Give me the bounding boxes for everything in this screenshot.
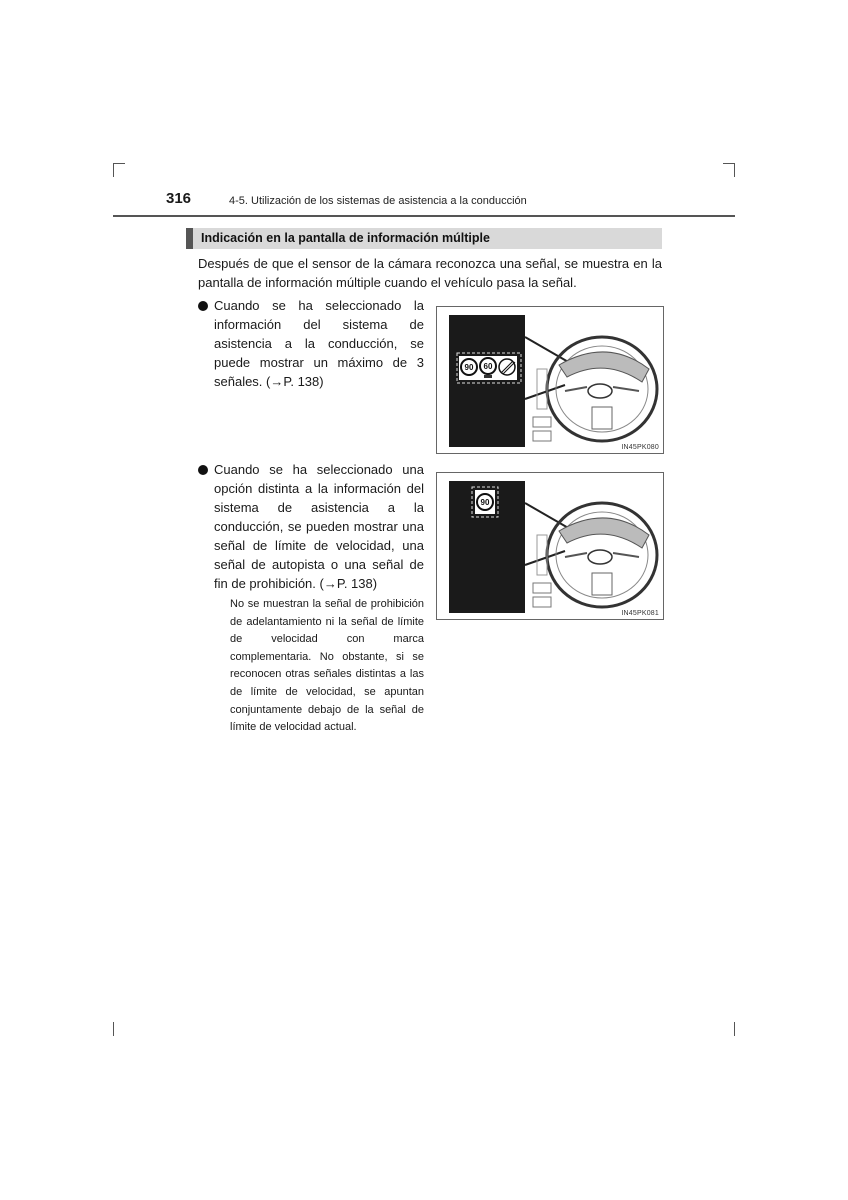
- section-title: Indicación en la pantalla de información múltiple: [201, 231, 490, 245]
- figure-single-sign: [436, 472, 664, 620]
- sign-value-1: 90: [464, 363, 474, 372]
- intro-paragraph: Después de que el sensor de la cámara reconozca una señal, se muestra en la pantalla de información múltiple cuando el vehículo pasa la señal.: [198, 256, 662, 290]
- bullet-icon: [198, 301, 208, 311]
- crop-mark-top-left-h: [113, 163, 125, 164]
- dashboard-illustration: [437, 307, 664, 454]
- speed-limit-sign-icon: [459, 356, 479, 380]
- header-rule: [113, 215, 735, 217]
- running-header: 4-5. Utilización de los sistemas de asistencia a la conducción: [229, 195, 527, 207]
- figure-code: IN45PK080: [621, 444, 659, 451]
- bullet-text-2: Cuando se ha seleccionado una opción distinta a la información del sistema de asistencia a la conducción, se pueden mostrar una señal de límite de velocidad, una señal de autopista o una señal de fin de prohibición. (→P. 138): [214, 462, 424, 591]
- section-heading: [186, 228, 662, 249]
- note-paragraph: No se muestran la señal de prohibición de adelantamiento ni la señal de límite de velocidad con marca complementaria. No obstante, si se reconocen otras señales distintas a las de límite de velocidad, se apuntan conjuntamente debajo de la señal de límite de velocidad actual.: [230, 598, 424, 734]
- bullet-text-1: Cuando se ha seleccionado la información del sistema de asistencia a la conducción, se puede mostrar un máximo de 3 señales. (→P. 138): [214, 298, 424, 389]
- dashboard-illustration: [437, 473, 664, 620]
- speed-limit-sign-icon: [478, 356, 498, 380]
- figure-three-signs: [436, 306, 664, 454]
- crop-mark-bottom-left: [113, 1022, 114, 1036]
- sign-value-2: 60: [483, 362, 493, 371]
- crop-mark-top-left-v: [113, 163, 114, 177]
- crop-mark-top-right-v: [734, 163, 735, 177]
- page-number: 316: [166, 190, 192, 207]
- crop-mark-bottom-right: [734, 1022, 735, 1036]
- sign-value-single: 90: [480, 498, 490, 507]
- speed-limit-sign-icon: [475, 490, 495, 514]
- figure-code: IN45PK081: [621, 610, 659, 617]
- bullet-icon: [198, 465, 208, 475]
- end-of-restriction-sign-icon: [497, 356, 517, 380]
